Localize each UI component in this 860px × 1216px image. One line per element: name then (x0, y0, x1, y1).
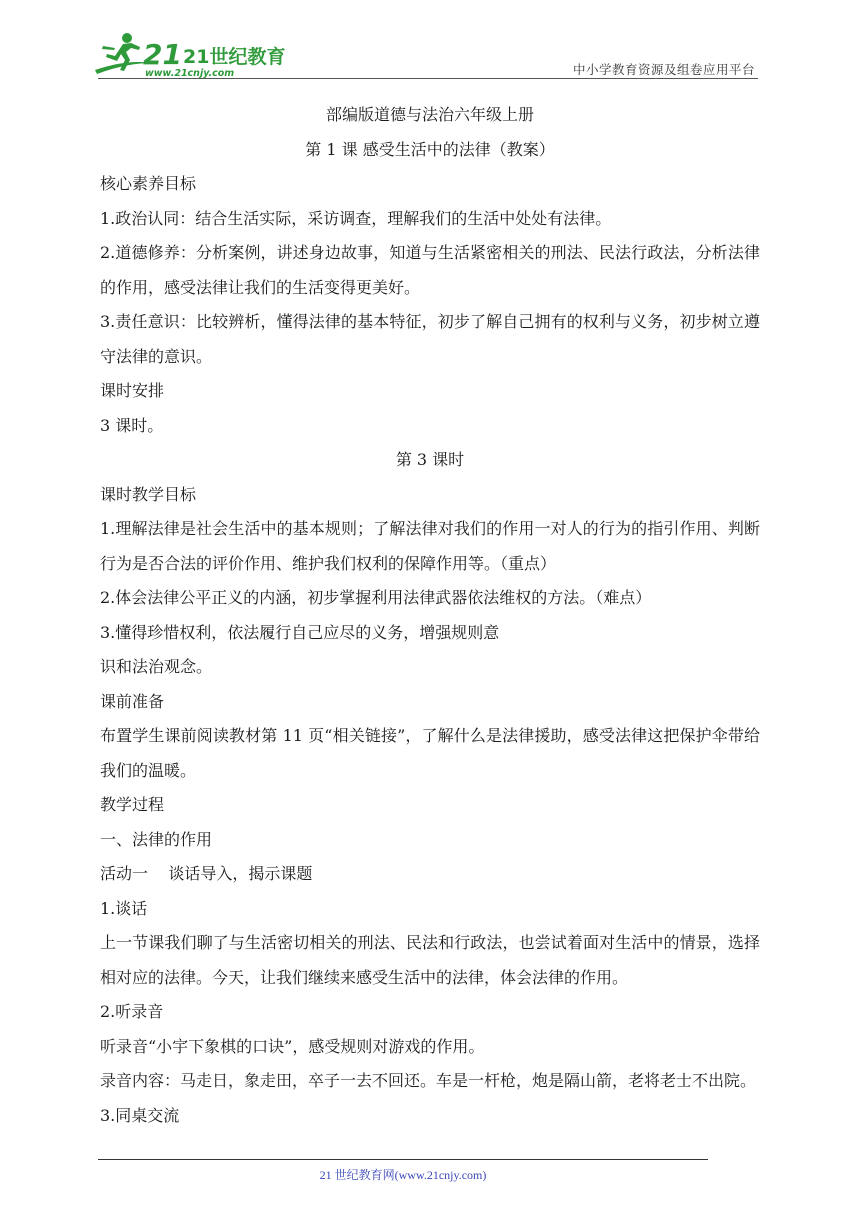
paragraph: 2.道德修养：分析案例，讲述身边故事，知道与生活紧密相关的刑法、民法行政法，分析法律的作用，感受法律让我们的生活变得更美好。 (100, 243, 760, 297)
footer-link[interactable]: 21 世纪教育网(www.21cnjy.com) (319, 1168, 487, 1182)
paragraph: 3 课时。 (100, 415, 164, 435)
section-heading: 教学过程 (100, 795, 165, 814)
doc-subtitle: 第 1 课 感受生活中的法律（教案） (305, 139, 555, 159)
step-heading: 2.听录音 (100, 1002, 164, 1021)
paragraph: 3.懂得珍惜权利，依法履行自己应尽的义务，增强规则意 (100, 622, 500, 642)
svg-text:21世纪教育: 21世纪教育 (183, 46, 286, 68)
activity-heading: 活动一 谈话导入，揭示课题 (100, 864, 313, 883)
paragraph: 3.责任意识：比较辨析，懂得法律的基本特征，初步了解自己拥有的权利与义务，初步树立遵守法律的意识。 (100, 312, 760, 366)
paragraph: 布置学生课前阅读教材第 11 页“相关链接”，了解什么是法律援助，感受法律这把保护伞带给我们的温暖。 (100, 726, 760, 780)
lesson-heading: 第 3 课时 (395, 450, 465, 469)
page-header (0, 0, 860, 90)
section-heading: 课时安排 (100, 381, 165, 400)
paragraph: 1.理解法律是社会生活中的基本规则；了解法律对我们的作用一对人的行为的指引作用、判断行为是否合法的评价作用、维护我们权利的保障作用等。（重点） (100, 519, 760, 573)
header-divider (98, 78, 758, 79)
paragraph: 2.体会法律公平正义的内涵，初步掌握利用法律武器依法维权的方法。（难点） (100, 588, 652, 607)
svg-text:www.21cnjy.com: www.21cnjy.com (145, 68, 235, 79)
section-heading: 核心素养目标 (100, 174, 197, 193)
document-body (100, 98, 760, 1133)
section-heading: 课时教学目标 (100, 484, 197, 504)
paragraph: 上一节课我们聊了与生活密切相关的刑法、民法和行政法，也尝试着面对生活中的情景，选择相对应的法律。今天，让我们继续来感受生活中的法律，体会法律的作用。 (100, 933, 760, 987)
doc-title: 部编版道德与法治六年级上册 (325, 105, 534, 124)
section-heading: 课前准备 (100, 691, 165, 711)
step-heading: 3.同桌交流 (100, 1105, 180, 1125)
runner-logo-icon (93, 30, 286, 80)
section-heading: 一、法律的作用 (100, 829, 213, 849)
footer-divider (98, 1159, 708, 1160)
paragraph: 1.政治认同：结合生活实际，采访调查，理解我们的生活中处处有法律。 (100, 208, 612, 228)
paragraph: 听录音“小宇下象棋的口诀”，感受规则对游戏的作用。 (100, 1036, 485, 1056)
site-logo[interactable] (93, 30, 286, 80)
svg-text:21: 21 (143, 38, 182, 71)
paragraph: 录音内容：马走日，象走田，卒子一去不回还。车是一杆枪，炮是隔山箭，老将老士不出院。 (100, 1071, 757, 1090)
step-heading: 1.谈话 (100, 898, 148, 918)
paragraph: 识和法治观念。 (100, 657, 213, 676)
platform-name: 中小学教育资源及组卷应用平台 (572, 62, 755, 77)
